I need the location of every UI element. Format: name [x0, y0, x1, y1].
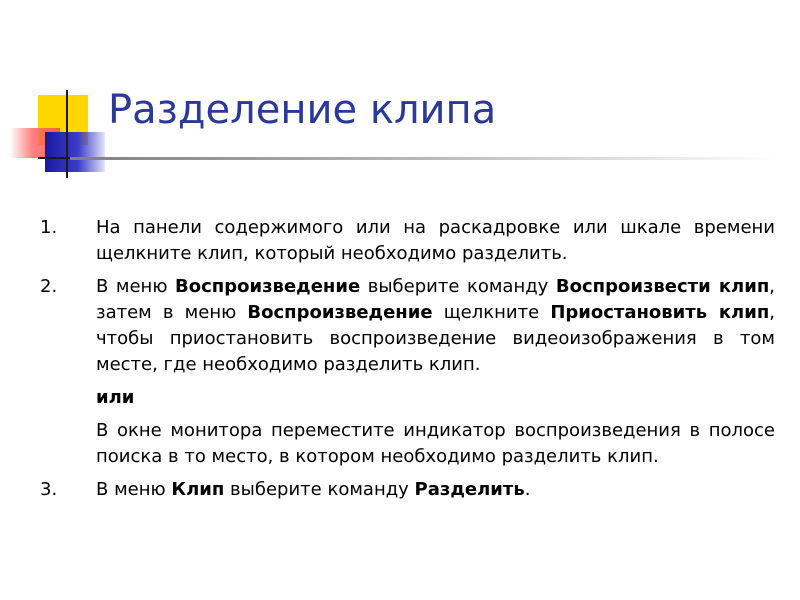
logo-blue-square [45, 132, 105, 172]
list-item [40, 418, 775, 470]
steps-list [40, 215, 775, 510]
list-item [40, 477, 775, 503]
menu-name-bold: Воспроизведение [175, 276, 361, 297]
menu-name-bold: Клип [171, 479, 225, 500]
logo-vertical-line [66, 90, 68, 178]
step-text: На панели содержимого или на раскадровке или шкале времени щелкните клип, который необходимо разделить. [96, 217, 775, 264]
title-underline [70, 157, 780, 160]
step-text: В меню Клип выберите команду Разделить. [96, 479, 531, 500]
list-item [40, 274, 775, 378]
step-number: 2. [40, 276, 58, 297]
command-name-bold: Разделить [414, 479, 525, 500]
step-number: 1. [40, 217, 58, 238]
step-number: 3. [40, 479, 58, 500]
step-text-alt: В окне монитора переместите индикатор воспроизведения в полосе поиска в то место, в котором необходимо разделить клип. [96, 420, 775, 467]
menu-name-bold: Воспроизведение [247, 302, 433, 323]
command-name-bold: Приостановить клип [550, 302, 770, 323]
slide-logo-decoration [0, 0, 120, 190]
slide-title: Разделение клипа [108, 87, 497, 133]
list-item-or [40, 385, 775, 411]
step-text: В меню Воспроизведение выберите команду Воспроизвести клип, затем в меню Воспроизведение щелкните Приостановить клип, чтобы приостановить воспроизведение видеоизображения в том месте, где необходимо разделить клип. [96, 276, 776, 375]
or-separator: или [96, 387, 135, 408]
command-name-bold: Воспроизвести клип [555, 276, 770, 297]
list-item [40, 215, 775, 267]
